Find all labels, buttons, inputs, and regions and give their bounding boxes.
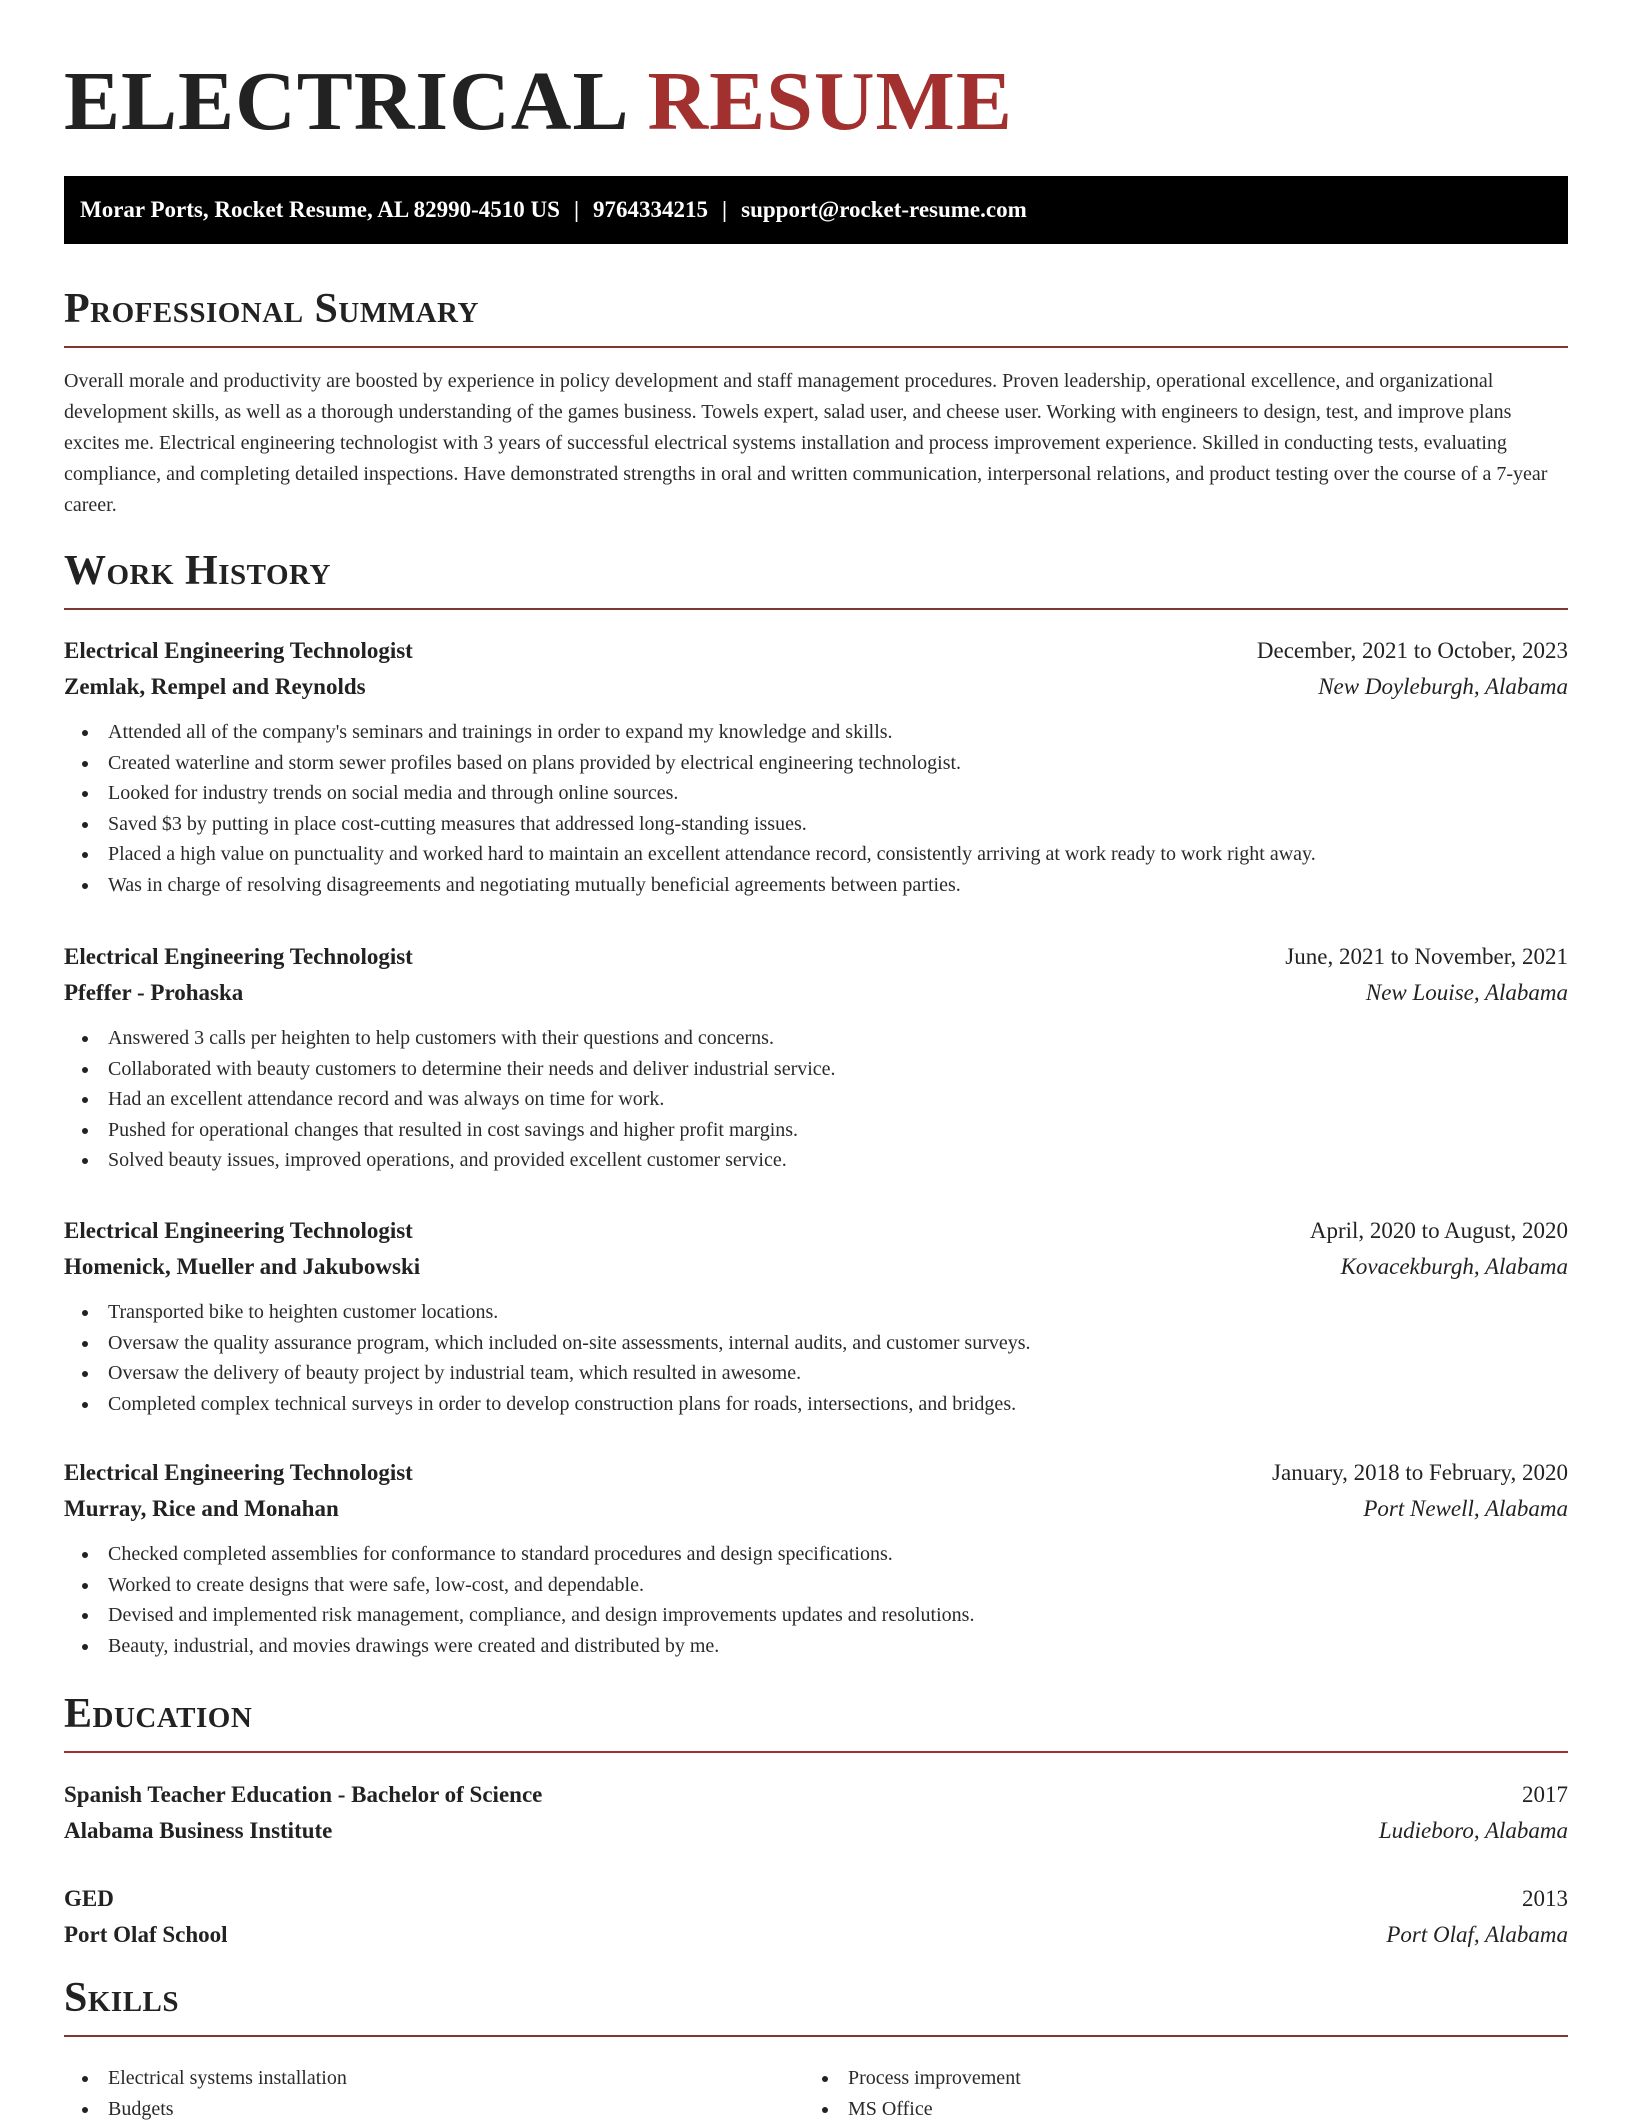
skill-item: Process improvement	[804, 2063, 1544, 2094]
job-company: Zemlak, Rempel and Reynolds	[64, 674, 366, 699]
job-bullet: Transported bike to heighten customer locations.	[64, 1297, 1568, 1328]
skills-column-left	[64, 2063, 804, 2124]
job-bullet: Oversaw the delivery of beauty project by industrial team, which resulted in awesome.	[64, 1358, 1568, 1389]
contact-address: Morar Ports, Rocket Resume, AL 82990-4510 US	[80, 197, 560, 222]
work-history-heading: Work History	[64, 546, 1568, 610]
skill-item: Budgets	[64, 2094, 804, 2124]
skill-item: Electrical systems installation	[64, 2063, 804, 2094]
job-company: Homenick, Mueller and Jakubowski	[64, 1254, 421, 1279]
job-title: Electrical Engineering Technologist	[64, 638, 413, 663]
skills-column-right	[804, 2063, 1544, 2124]
job-title: Electrical Engineering Technologist	[64, 1460, 413, 1485]
job-bullets	[64, 1539, 1568, 1661]
contact-separator: |	[573, 197, 580, 222]
summary-text: Overall morale and productivity are boosted by experience in policy development and staff management procedures. Proven leadership, operational excellence, and organizational development skills, as well as a thorough understanding of the games business. Towels expert, salad user, and cheese user. Working with engineers to design, test, and improve plans excites me. Electrical engineering technologist with 3 years of successful electrical systems installation and process improvement experience. Skilled in conducting tests, evaluating compliance, and completing detailed inspections. Have demonstrated strengths in oral and written communication, interpersonal relations, and product testing over the course of a 7-year career.	[64, 370, 1548, 516]
job-bullet: Beauty, industrial, and movies drawings were created and distributed by me.	[64, 1631, 1568, 1662]
job-bullets	[64, 1297, 1568, 1419]
job-company: Pfeffer - Prohaska	[64, 980, 244, 1005]
job-bullet: Placed a high value on punctuality and worked hard to maintain an excellent attendance record, consistently arriving at work ready to work right away.	[64, 839, 1568, 870]
job-bullets	[64, 1023, 1568, 1176]
job-dates: June, 2021 to November, 2021	[1285, 944, 1568, 969]
job-entry	[64, 1213, 1568, 1419]
job-bullet: Worked to create designs that were safe, low-cost, and dependable.	[64, 1570, 1568, 1601]
contact-separator: |	[722, 197, 728, 222]
job-bullet: Answered 3 calls per heighten to help customers with their questions and concerns.	[64, 1023, 1568, 1054]
skills-heading: Skills	[64, 1973, 1568, 2037]
job-bullet: Collaborated with beauty customers to determine their needs and deliver industrial service.	[64, 1054, 1568, 1085]
job-location: New Louise, Alabama	[1365, 980, 1568, 1005]
job-bullet: Solved beauty issues, improved operations, and provided excellent customer service.	[64, 1145, 1568, 1176]
job-dates: January, 2018 to February, 2020	[1272, 1460, 1568, 1485]
contact-bar	[64, 176, 1568, 244]
education-degree: Spanish Teacher Education - Bachelor of Science	[64, 1782, 543, 1807]
education-degree: GED	[64, 1886, 114, 1911]
job-location: Kovacekburgh, Alabama	[1340, 1254, 1568, 1279]
job-bullet: Pushed for operational changes that resulted in cost savings and higher profit margins.	[64, 1115, 1568, 1146]
job-bullet: Attended all of the company's seminars and trainings in order to expand my knowledge and skills.	[64, 717, 1568, 748]
job-entry	[64, 939, 1568, 1176]
skill-item: MS Office	[804, 2094, 1544, 2124]
contact-email: support@rocket-resume.com	[741, 197, 1027, 222]
job-entry	[64, 633, 1568, 901]
education-school: Port Olaf School	[64, 1922, 228, 1947]
education-year: 2017	[1522, 1782, 1568, 1807]
education-heading: Education	[64, 1689, 1568, 1753]
title-second-word: RESUME	[647, 55, 1013, 148]
job-bullet: Looked for industry trends on social media and through online sources.	[64, 778, 1568, 809]
summary-heading: Professional Summary	[64, 284, 1568, 348]
job-entry	[64, 1455, 1568, 1661]
education-year: 2013	[1522, 1886, 1568, 1911]
job-bullet: Saved $3 by putting in place cost-cutting measures that addressed long-standing issues.	[64, 809, 1568, 840]
job-dates: December, 2021 to October, 2023	[1256, 638, 1568, 663]
job-bullet: Completed complex technical surveys in order to develop construction plans for roads, intersections, and bridges.	[64, 1389, 1568, 1420]
education-school: Alabama Business Institute	[64, 1818, 333, 1843]
job-bullet: Was in charge of resolving disagreements and negotiating mutually beneficial agreements between parties.	[64, 870, 1568, 901]
job-bullet: Oversaw the quality assurance program, which included on-site assessments, internal audits, and customer surveys.	[64, 1328, 1568, 1359]
skills-list	[64, 2063, 1568, 2124]
resume-title	[64, 52, 1013, 152]
education-entry	[64, 1881, 1568, 1953]
education-location: Ludieboro, Alabama	[1378, 1818, 1568, 1843]
contact-phone: 9764334215	[593, 197, 709, 222]
job-title: Electrical Engineering Technologist	[64, 944, 413, 969]
job-location: New Doyleburgh, Alabama	[1318, 674, 1568, 699]
title-first-word: ELECTRICAL	[64, 55, 630, 148]
job-location: Port Newell, Alabama	[1363, 1496, 1568, 1521]
job-bullet: Had an excellent attendance record and was always on time for work.	[64, 1084, 1568, 1115]
job-bullet: Devised and implemented risk management, compliance, and design improvements updates and resolutions.	[64, 1600, 1568, 1631]
education-entry	[64, 1777, 1568, 1849]
education-location: Port Olaf, Alabama	[1386, 1922, 1568, 1947]
job-title: Electrical Engineering Technologist	[64, 1218, 413, 1243]
job-company: Murray, Rice and Monahan	[64, 1496, 339, 1521]
job-bullet: Created waterline and storm sewer profiles based on plans provided by electrical engineering technologist.	[64, 748, 1568, 779]
job-bullets	[64, 717, 1568, 901]
job-dates: April, 2020 to August, 2020	[1309, 1218, 1568, 1243]
job-bullet: Checked completed assemblies for conformance to standard procedures and design specifications.	[64, 1539, 1568, 1570]
